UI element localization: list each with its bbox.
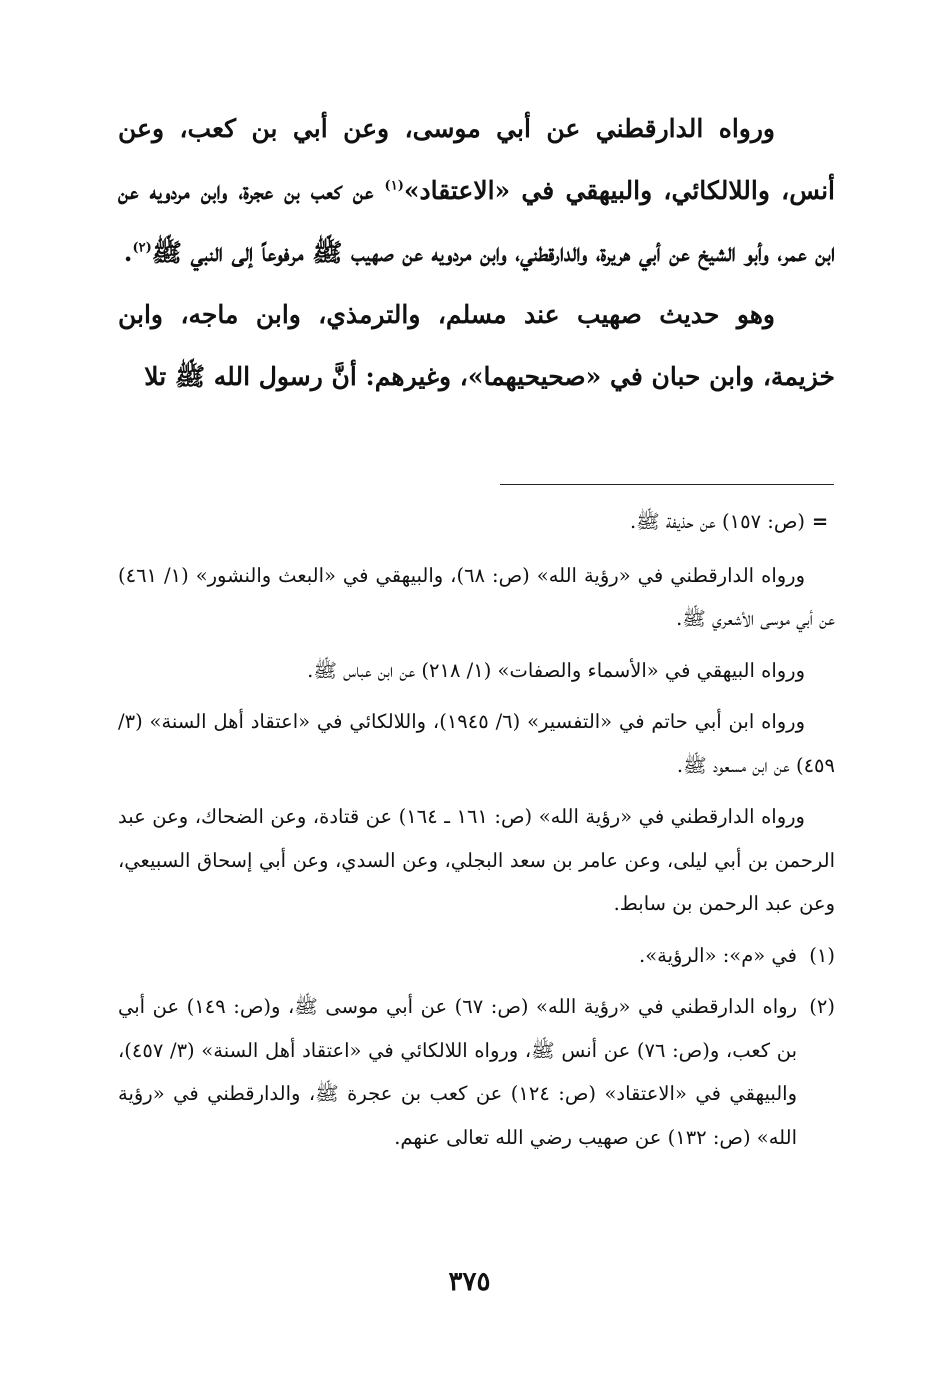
main-paragraph-1 bbox=[118, 98, 835, 284]
footnote-number: (١) bbox=[809, 943, 835, 967]
footnote-paragraph: ورواه الدارقطني في «رؤية الله» (ص: ١٦١ ـ ١٦٤) عن قتادة، وعن الضحاك، وعن عبد الرحمن بن أبي ليلى، وعن عامر بن سعد البجلي، وعن السدي، وعن أبي إسحاق السبيعي، وعن عبد الرحمن بن سابط. bbox=[118, 805, 836, 915]
main-paragraph-2: وهو حديث صهيب عند مسلم، والترمذي، وابن ماجه، وابن خزيمة، وابن حبان في «صحيحيهما»، وغيرهم: أنَّ رسول الله ﷺ تلا bbox=[118, 300, 835, 391]
continuation-text: (ص: ١٥٧) عن حذيفة ﷺ. bbox=[629, 510, 805, 533]
page-number: ٣٧٥ bbox=[448, 1267, 491, 1297]
main-paragraph-1-part-3: . bbox=[123, 238, 133, 267]
footnote-continuation bbox=[118, 500, 835, 544]
main-paragraph-1-part-1: ورواه الدارقطني عن أبي موسى، وعن أبي بن كعب، وعن أنس، واللالكائي، والبيهقي في «الاعتقاد» bbox=[118, 114, 835, 205]
footnote-paragraph: ورواه الدارقطني في «رؤية الله» (ص: ٦٨)، والبيهقي في «البعث والنشور» (١/ ٤٦١) عن أبي موسى الأشعري ﷺ. bbox=[118, 563, 835, 630]
footnote-number: (٢) bbox=[809, 995, 835, 1018]
footnote-paragraph: ورواه ابن أبي حاتم في «التفسير» (٦/ ١٩٤٥)، واللالكائي في «اعتقاد أهل السنة» (٣/ ٤٥٩) عن ابن مسعود ﷺ. bbox=[118, 710, 835, 777]
footnote-divider bbox=[500, 484, 834, 485]
footnote-1 bbox=[118, 934, 835, 978]
footnote-text: رواه الدارقطني في «رؤية الله» (ص: ٦٧) عن أبي موسى ﷺ، و(ص: ١٤٩) عن أبي بن كعب، و(ص: ٧٦) عن أنس ﷺ، ورواه اللالكائي في «اعتقاد أهل السنة» (٣/ ٤٥٧)، والبيهقي في «الاعتقاد» (ص: ١٢٤) عن كعب بن عجرة ﷺ، والدارقطني في «رؤية الله» (ص: ١٣٢) عن صهيب رضي الله تعالى عنهم. bbox=[118, 995, 798, 1149]
main-paragraph-1-part-2: عن كعب بن عجرة، وابن مردويه عن ابن عمر، وأبو الشيخ عن أبي هريرة، والدارقطني، وابن مردويه عن صهيب ﷺ مرفوعاً إلى النبي ﷺ bbox=[118, 176, 835, 267]
continuation-marker: = bbox=[811, 510, 829, 533]
main-body-text bbox=[118, 98, 835, 408]
footnote-text: في «م»: «الرؤية». bbox=[639, 943, 797, 967]
footnotes-section bbox=[118, 500, 835, 1167]
footnote-ref-1: (١) bbox=[384, 178, 404, 194]
footnote-ref-2: (٢) bbox=[132, 240, 152, 256]
footnote-paragraph: ورواه البيهقي في «الأسماء والصفات» (١/ ٢١٨) عن ابن عباس ﷺ. bbox=[307, 658, 805, 682]
footnote-2 bbox=[118, 985, 835, 1159]
